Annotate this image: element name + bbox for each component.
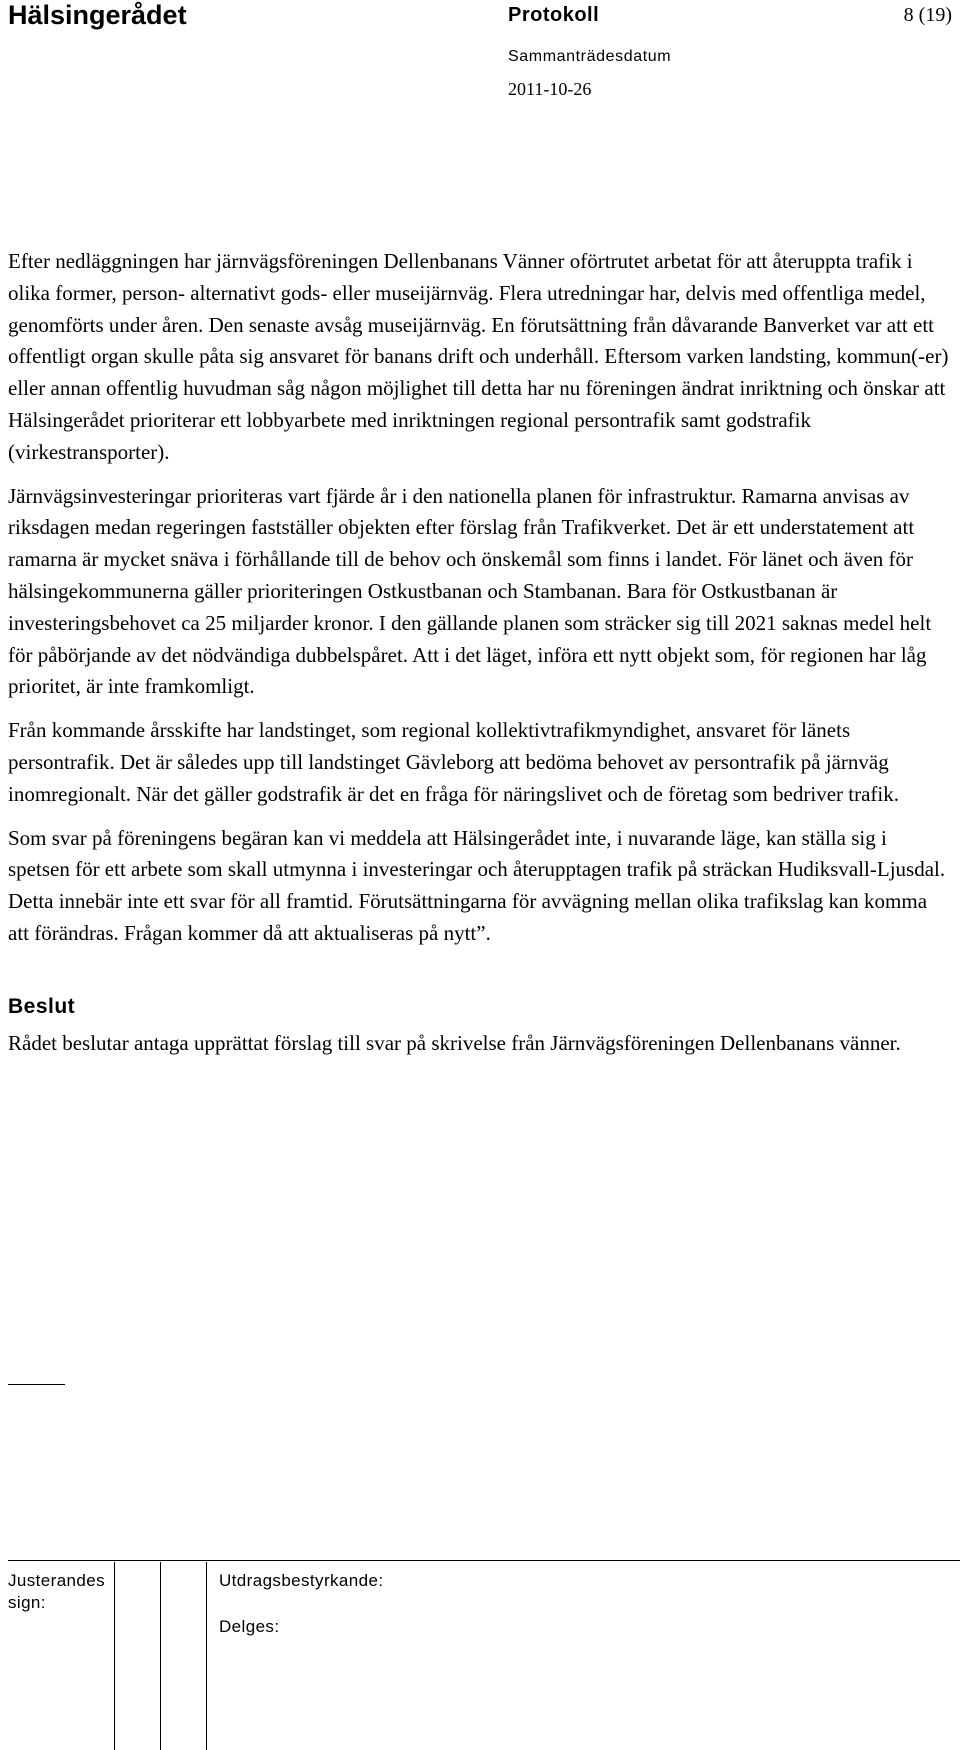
justerandes-sign-label: Justerandes sign: <box>8 1571 106 1612</box>
footer-divider <box>8 1560 960 1561</box>
body-paragraph-2: Järnvägsinvesteringar prioriteras vart fjärde år i den nationella planen för infrastruktur. Ramarna anvisas av riksdagen medan regeringen fastställer objekten efter förslag från Trafikverket. Det är ett understatement att ramarna är mycket snäva i förhållande till de behov och önskemål som finns i landet. För länet och även för hälsingekommunerna gäller prioriteringen Ostkustbanan och Stambanan. Bara för Ostkustbanan är investeringsbehovet ca 25 miljarder kronor. I den gällande planen som sträcker sig till 2021 saknas medel helt för påbörjande av det nödvändiga dubbelspåret. Att i det läget, införa ett nytt objekt som, för regionen har låg prioritet, är inte framkomligt. <box>8 483 932 699</box>
signature-line <box>8 1384 65 1385</box>
meeting-date: 2011-10-26 <box>508 79 592 99</box>
organization-name: Hälsingerådet <box>8 0 187 30</box>
delges-label: Delges: <box>219 1617 280 1636</box>
page-number: 8 (19) <box>903 4 952 26</box>
document-body <box>8 246 953 1072</box>
signature-box-divider-3 <box>206 1562 207 1750</box>
signature-box-divider-2 <box>160 1562 161 1750</box>
body-paragraph-3: Från kommande årsskifte har landstinget, som regional kollektivtrafikmyndighet, ansvaret för länets persontrafik. Det är således upp till landstinget Gävleborg att bedöma behovet av persontrafik på järnväg inomregionalt. När det gäller godstrafik är det en fråga för näringslivet och de företag som bedriver trafik. <box>8 718 899 806</box>
body-paragraph-1: Efter nedläggningen har järnvägsföreningen Dellenbanans Vänner oförtrutet arbetat för att återuppta trafik i olika former, person- alternativt gods- eller museijärnväg. Flera utredningar har, delvis med offentliga medel, genomförts under åren. Den senaste avsåg museijärnväg. En förutsättning från dåvarande Banverket var att ett offentligt organ skulle påta sig ansvaret för banans drift och underhåll. Eftersom varken landsting, kommun(-er) eller annan offentlig huvudman såg någon möjlighet till detta har nu föreningen ändrat inriktning och önskar att Hälsingerådet prioriterar ett lobbyarbete med inriktningen regional persontrafik samt godstrafik (virkestransporter). <box>8 249 949 464</box>
body-paragraph-4: Som svar på föreningens begäran kan vi meddela att Hälsingerådet inte, i nuvarande läge, kan ställa sig i spetsen för ett arbete som skall utmynna i investeringar och återupptagen trafik på sträckan Hudiksvall-Ljusdal. Detta innebär inte ett svar för all framtid. Förutsättningarna för avvägning mellan olika trafikslag kan komma att förändras. Frågan kommer då att aktualiseras på nytt”. <box>8 825 946 945</box>
document-type: Protokoll <box>508 4 600 26</box>
utdragsbestyrkande-label: Utdragsbestyrkande: <box>219 1571 384 1590</box>
decision-text: Rådet beslutar antaga upprättat förslag till svar på skrivelse från Järnvägsföreningen Dellenbanans vänner. <box>8 1030 901 1055</box>
meeting-date-label: Sammanträdesdatum <box>508 48 672 65</box>
decision-heading: Beslut <box>8 994 76 1018</box>
